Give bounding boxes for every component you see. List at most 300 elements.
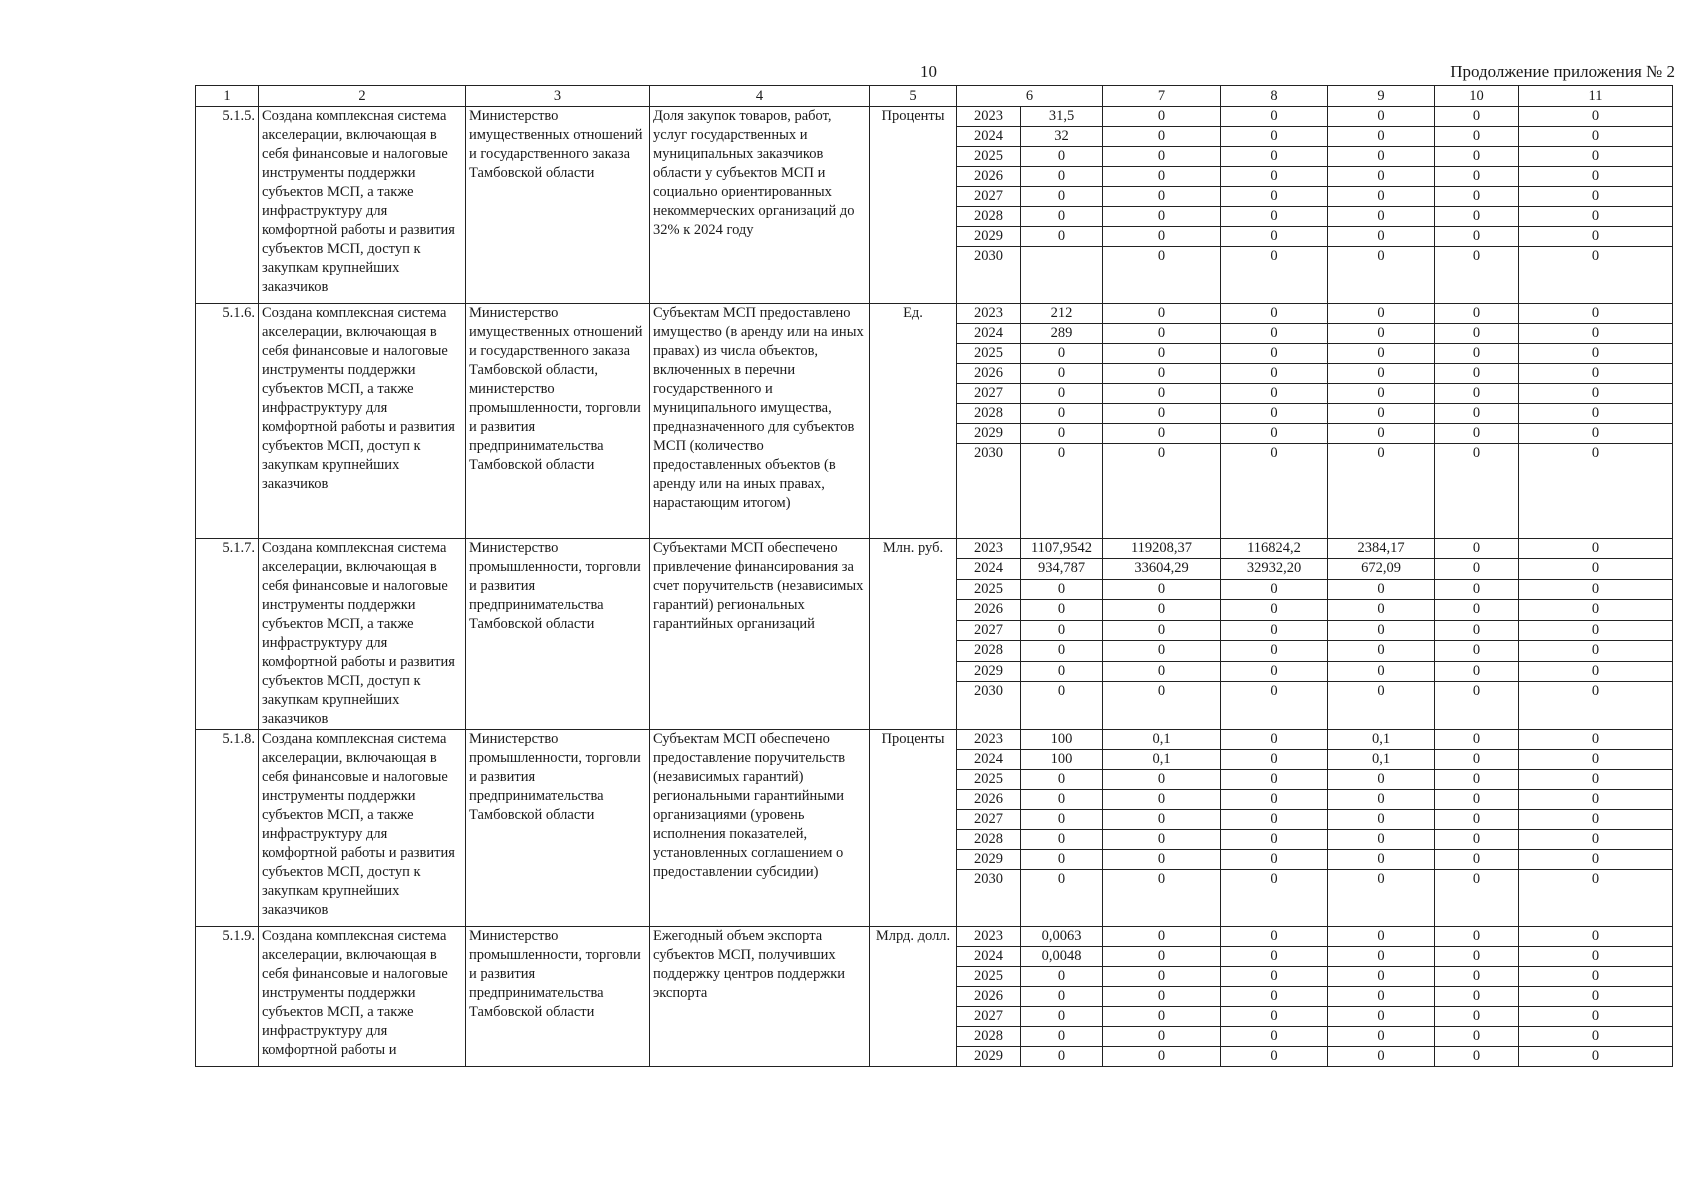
- value-cell-c6: 0,0048: [1021, 947, 1103, 967]
- value-cell-c8: 0: [1221, 324, 1328, 344]
- value-cell-c7: 0: [1103, 967, 1221, 987]
- value-cell-c6: 0: [1021, 620, 1103, 640]
- value-cell-c9: 0: [1328, 364, 1435, 384]
- value-cell-c9: 0: [1328, 850, 1435, 870]
- value-cell-c7: 0: [1103, 424, 1221, 444]
- value-cell-c7: 0: [1103, 830, 1221, 850]
- value-cell-c10: 0: [1435, 539, 1519, 559]
- value-cell-c10: 0: [1435, 227, 1519, 247]
- value-cell-c9: 0: [1328, 207, 1435, 227]
- value-cell-c9: 0: [1328, 1027, 1435, 1047]
- value-cell-c7: 0: [1103, 927, 1221, 947]
- value-cell-c8: 0: [1221, 304, 1328, 324]
- value-cell-c10: 0: [1435, 324, 1519, 344]
- value-cell-c7: 0: [1103, 620, 1221, 640]
- value-cell-c10: 0: [1435, 661, 1519, 681]
- value-cell-c11: 0: [1519, 167, 1673, 187]
- value-cell-c9: 0: [1328, 424, 1435, 444]
- value-cell-c8: 0: [1221, 364, 1328, 384]
- year-cell: 2030: [957, 247, 1021, 304]
- value-cell-c8: 0: [1221, 127, 1328, 147]
- table-row: [196, 730, 1673, 750]
- value-cell-c11: 0: [1519, 444, 1673, 539]
- value-cell-c11: 0: [1519, 579, 1673, 599]
- value-cell-c7: 0: [1103, 227, 1221, 247]
- value-cell-c9: 0: [1328, 810, 1435, 830]
- value-cell-c9: 0: [1328, 661, 1435, 681]
- row-number: 5.1.6.: [196, 304, 259, 539]
- value-cell-c6: 0: [1021, 344, 1103, 364]
- value-cell-c6: 0: [1021, 384, 1103, 404]
- value-cell-c7: 0: [1103, 384, 1221, 404]
- value-cell-c10: 0: [1435, 1047, 1519, 1067]
- value-cell-c7: 0: [1103, 1047, 1221, 1067]
- value-cell-c7: 0: [1103, 600, 1221, 620]
- value-cell-c9: 0,1: [1328, 750, 1435, 770]
- value-cell-c9: 0: [1328, 967, 1435, 987]
- indicator-description: Субъектами МСП обеспечено привлечение финансирования за счет поручительств (независимых гарантий) региональных гарантийных организаций: [650, 539, 870, 730]
- value-cell-c10: 0: [1435, 304, 1519, 324]
- value-cell-c8: 0: [1221, 750, 1328, 770]
- value-cell-c10: 0: [1435, 207, 1519, 227]
- unit-of-measure: Проценты: [870, 730, 957, 927]
- value-cell-c9: 0: [1328, 830, 1435, 850]
- executor: Министерство промышленности, торговли и развития предпринимательства Тамбовской области: [466, 539, 650, 730]
- value-cell-c8: 0: [1221, 850, 1328, 870]
- executor: Министерство промышленности, торговли и развития предпринимательства Тамбовской области: [466, 730, 650, 927]
- value-cell-c11: 0: [1519, 187, 1673, 207]
- year-cell: 2023: [957, 304, 1021, 324]
- year-cell: 2025: [957, 344, 1021, 364]
- value-cell-c6: 0: [1021, 681, 1103, 729]
- value-cell-c9: 0: [1328, 344, 1435, 364]
- value-cell-c10: 0: [1435, 947, 1519, 967]
- result-description: Создана комплексная система акселерации, включающая в себя финансовые и налоговые инструменты поддержки субъектов МСП, а также инфраструктуру для комфортной работы и развития субъектов МСП, доступ к закупкам крупнейших заказчиков: [259, 539, 466, 730]
- value-cell-c9: 0: [1328, 444, 1435, 539]
- value-cell-c7: 0: [1103, 207, 1221, 227]
- value-cell-c9: 0,1: [1328, 730, 1435, 750]
- value-cell-c6: 0: [1021, 424, 1103, 444]
- year-cell: 2029: [957, 661, 1021, 681]
- value-cell-c9: 0: [1328, 127, 1435, 147]
- value-cell-c11: 0: [1519, 384, 1673, 404]
- value-cell-c7: 0: [1103, 187, 1221, 207]
- value-cell-c9: 0: [1328, 304, 1435, 324]
- value-cell-c8: 0: [1221, 620, 1328, 640]
- value-cell-c6: 0: [1021, 1047, 1103, 1067]
- result-description: Создана комплексная система акселерации, включающая в себя финансовые и налоговые инструменты поддержки субъектов МСП, а также инфраструктуру для комфортной работы и: [259, 927, 466, 1067]
- value-cell-c6: [1021, 247, 1103, 304]
- year-cell: 2026: [957, 790, 1021, 810]
- value-cell-c10: 0: [1435, 247, 1519, 304]
- year-cell: 2027: [957, 384, 1021, 404]
- value-cell-c9: 0: [1328, 1007, 1435, 1027]
- value-cell-c8: 0: [1221, 227, 1328, 247]
- value-cell-c6: 31,5: [1021, 107, 1103, 127]
- value-cell-c11: 0: [1519, 364, 1673, 384]
- column-header: 3: [466, 86, 650, 107]
- year-cell: 2023: [957, 539, 1021, 559]
- year-cell: 2023: [957, 730, 1021, 750]
- column-header: 9: [1328, 86, 1435, 107]
- year-cell: 2030: [957, 444, 1021, 539]
- value-cell-c10: 0: [1435, 870, 1519, 927]
- year-cell: 2026: [957, 167, 1021, 187]
- value-cell-c10: 0: [1435, 107, 1519, 127]
- value-cell-c8: 0: [1221, 810, 1328, 830]
- table-row: [196, 927, 1673, 947]
- column-header: 10: [1435, 86, 1519, 107]
- value-cell-c8: 0: [1221, 579, 1328, 599]
- value-cell-c6: 0,0063: [1021, 927, 1103, 947]
- value-cell-c9: 0: [1328, 247, 1435, 304]
- value-cell-c11: 0: [1519, 107, 1673, 127]
- value-cell-c11: 0: [1519, 424, 1673, 444]
- value-cell-c8: 0: [1221, 1047, 1328, 1067]
- row-number: 5.1.8.: [196, 730, 259, 927]
- year-cell: 2026: [957, 987, 1021, 1007]
- value-cell-c7: 0: [1103, 147, 1221, 167]
- value-cell-c8: 0: [1221, 107, 1328, 127]
- value-cell-c11: 0: [1519, 987, 1673, 1007]
- value-cell-c7: 0: [1103, 1027, 1221, 1047]
- value-cell-c10: 0: [1435, 1007, 1519, 1027]
- value-cell-c9: 0: [1328, 600, 1435, 620]
- year-cell: 2027: [957, 1007, 1021, 1027]
- value-cell-c8: 0: [1221, 167, 1328, 187]
- value-cell-c10: 0: [1435, 364, 1519, 384]
- value-cell-c9: 0: [1328, 620, 1435, 640]
- value-cell-c6: 0: [1021, 167, 1103, 187]
- value-cell-c6: 0: [1021, 207, 1103, 227]
- value-cell-c9: 0: [1328, 167, 1435, 187]
- value-cell-c11: 0: [1519, 324, 1673, 344]
- value-cell-c7: 0: [1103, 107, 1221, 127]
- value-cell-c6: 0: [1021, 579, 1103, 599]
- value-cell-c10: 0: [1435, 730, 1519, 750]
- year-cell: 2027: [957, 187, 1021, 207]
- table-row: [196, 107, 1673, 127]
- value-cell-c10: 0: [1435, 167, 1519, 187]
- value-cell-c10: 0: [1435, 850, 1519, 870]
- value-cell-c7: 0: [1103, 404, 1221, 424]
- value-cell-c6: 100: [1021, 730, 1103, 750]
- table-body: [196, 107, 1673, 1067]
- year-cell: 2029: [957, 227, 1021, 247]
- value-cell-c7: 0: [1103, 167, 1221, 187]
- value-cell-c11: 0: [1519, 304, 1673, 324]
- value-cell-c7: 0: [1103, 870, 1221, 927]
- year-cell: 2027: [957, 810, 1021, 830]
- result-description: Создана комплексная система акселерации, включающая в себя финансовые и налоговые инструменты поддержки субъектов МСП, а также инфраструктуру для комфортной работы и развития субъектов МСП, доступ к закупкам крупнейших заказчиков: [259, 730, 466, 927]
- value-cell-c11: 0: [1519, 681, 1673, 729]
- value-cell-c6: 212: [1021, 304, 1103, 324]
- value-cell-c10: 0: [1435, 559, 1519, 579]
- value-cell-c7: 0,1: [1103, 730, 1221, 750]
- value-cell-c11: 0: [1519, 947, 1673, 967]
- value-cell-c9: 0: [1328, 770, 1435, 790]
- value-cell-c8: 116824,2: [1221, 539, 1328, 559]
- row-number: 5.1.5.: [196, 107, 259, 304]
- value-cell-c6: 0: [1021, 810, 1103, 830]
- value-cell-c8: 0: [1221, 870, 1328, 927]
- value-cell-c7: 0: [1103, 304, 1221, 324]
- value-cell-c6: 934,787: [1021, 559, 1103, 579]
- value-cell-c11: 0: [1519, 147, 1673, 167]
- row-number: 5.1.7.: [196, 539, 259, 730]
- value-cell-c11: 0: [1519, 750, 1673, 770]
- indicator-description: Ежегодный объем экспорта субъектов МСП, получивших поддержку центров поддержки экспорта: [650, 927, 870, 1067]
- value-cell-c9: 0: [1328, 324, 1435, 344]
- value-cell-c7: 0: [1103, 1007, 1221, 1027]
- value-cell-c7: 0: [1103, 681, 1221, 729]
- table-row: [196, 304, 1673, 324]
- value-cell-c10: 0: [1435, 770, 1519, 790]
- value-cell-c7: 0: [1103, 987, 1221, 1007]
- value-cell-c8: 0: [1221, 444, 1328, 539]
- value-cell-c8: 0: [1221, 641, 1328, 661]
- value-cell-c11: 0: [1519, 559, 1673, 579]
- value-cell-c9: 0: [1328, 579, 1435, 599]
- value-cell-c7: 0: [1103, 127, 1221, 147]
- value-cell-c9: 0: [1328, 927, 1435, 947]
- value-cell-c8: 0: [1221, 187, 1328, 207]
- value-cell-c9: 0: [1328, 384, 1435, 404]
- value-cell-c9: 2384,17: [1328, 539, 1435, 559]
- value-cell-c11: 0: [1519, 770, 1673, 790]
- value-cell-c8: 0: [1221, 600, 1328, 620]
- value-cell-c6: 0: [1021, 770, 1103, 790]
- year-cell: 2023: [957, 927, 1021, 947]
- value-cell-c10: 0: [1435, 750, 1519, 770]
- value-cell-c10: 0: [1435, 187, 1519, 207]
- year-cell: 2028: [957, 207, 1021, 227]
- column-header: 1: [196, 86, 259, 107]
- value-cell-c10: 0: [1435, 641, 1519, 661]
- value-cell-c10: 0: [1435, 444, 1519, 539]
- value-cell-c11: 0: [1519, 600, 1673, 620]
- value-cell-c10: 0: [1435, 830, 1519, 850]
- unit-of-measure: Млрд. долл.: [870, 927, 957, 1067]
- year-cell: 2029: [957, 1047, 1021, 1067]
- value-cell-c6: 0: [1021, 987, 1103, 1007]
- value-cell-c11: 0: [1519, 404, 1673, 424]
- value-cell-c7: 0: [1103, 364, 1221, 384]
- value-cell-c8: 0: [1221, 830, 1328, 850]
- year-cell: 2025: [957, 579, 1021, 599]
- column-header: 6: [957, 86, 1103, 107]
- value-cell-c6: 0: [1021, 444, 1103, 539]
- value-cell-c9: 0: [1328, 947, 1435, 967]
- indicator-description: Субъектам МСП обеспечено предоставление поручительств (независимых гарантий) региональными гарантийными организациями (уровень исполнения показателей, установленных соглашением о предоставлении субсидии): [650, 730, 870, 927]
- value-cell-c11: 0: [1519, 641, 1673, 661]
- value-cell-c8: 0: [1221, 947, 1328, 967]
- value-cell-c11: 0: [1519, 620, 1673, 640]
- value-cell-c10: 0: [1435, 127, 1519, 147]
- value-cell-c7: 0: [1103, 247, 1221, 304]
- value-cell-c6: 0: [1021, 830, 1103, 850]
- value-cell-c6: 100: [1021, 750, 1103, 770]
- year-cell: 2028: [957, 1027, 1021, 1047]
- unit-of-measure: Проценты: [870, 107, 957, 304]
- value-cell-c11: 0: [1519, 790, 1673, 810]
- value-cell-c6: 0: [1021, 850, 1103, 870]
- column-header: 4: [650, 86, 870, 107]
- value-cell-c8: 0: [1221, 384, 1328, 404]
- value-cell-c6: 0: [1021, 227, 1103, 247]
- column-header: 5: [870, 86, 957, 107]
- year-cell: 2028: [957, 641, 1021, 661]
- value-cell-c10: 0: [1435, 810, 1519, 830]
- value-cell-c7: 0: [1103, 850, 1221, 870]
- year-cell: 2028: [957, 404, 1021, 424]
- value-cell-c9: 0: [1328, 187, 1435, 207]
- unit-of-measure: Ед.: [870, 304, 957, 539]
- value-cell-c10: 0: [1435, 681, 1519, 729]
- value-cell-c7: 0: [1103, 344, 1221, 364]
- year-cell: 2030: [957, 870, 1021, 927]
- year-cell: 2023: [957, 107, 1021, 127]
- executor: Министерство имущественных отношений и государственного заказа Тамбовской области: [466, 107, 650, 304]
- value-cell-c7: 0: [1103, 444, 1221, 539]
- value-cell-c10: 0: [1435, 620, 1519, 640]
- value-cell-c6: 32: [1021, 127, 1103, 147]
- value-cell-c7: 33604,29: [1103, 559, 1221, 579]
- value-cell-c7: 0: [1103, 661, 1221, 681]
- column-header: 7: [1103, 86, 1221, 107]
- column-number-row: [196, 86, 1673, 107]
- value-cell-c10: 0: [1435, 967, 1519, 987]
- value-cell-c6: 0: [1021, 1007, 1103, 1027]
- value-cell-c6: 1107,9542: [1021, 539, 1103, 559]
- value-cell-c7: 0: [1103, 641, 1221, 661]
- indicators-table: [195, 85, 1673, 1067]
- year-cell: 2024: [957, 127, 1021, 147]
- value-cell-c10: 0: [1435, 424, 1519, 444]
- year-cell: 2024: [957, 947, 1021, 967]
- value-cell-c11: 0: [1519, 207, 1673, 227]
- value-cell-c10: 0: [1435, 404, 1519, 424]
- value-cell-c9: 0: [1328, 641, 1435, 661]
- executor: Министерство имущественных отношений и государственного заказа Тамбовской области, министерство промышленности, торговли и развития предпринимательства Тамбовской области: [466, 304, 650, 539]
- value-cell-c11: 0: [1519, 127, 1673, 147]
- value-cell-c7: 0: [1103, 579, 1221, 599]
- value-cell-c11: 0: [1519, 247, 1673, 304]
- year-cell: 2024: [957, 324, 1021, 344]
- value-cell-c8: 0: [1221, 790, 1328, 810]
- value-cell-c11: 0: [1519, 1007, 1673, 1027]
- value-cell-c10: 0: [1435, 147, 1519, 167]
- value-cell-c8: 0: [1221, 404, 1328, 424]
- value-cell-c11: 0: [1519, 344, 1673, 364]
- column-header: 11: [1519, 86, 1673, 107]
- value-cell-c10: 0: [1435, 600, 1519, 620]
- indicator-description: Доля закупок товаров, работ, услуг государственных и муниципальных заказчиков области у субъектов МСП и социально ориентированных некоммерческих организаций до 32% к 2024 году: [650, 107, 870, 304]
- value-cell-c7: 0: [1103, 770, 1221, 790]
- value-cell-c8: 0: [1221, 424, 1328, 444]
- value-cell-c11: 0: [1519, 227, 1673, 247]
- year-cell: 2027: [957, 620, 1021, 640]
- value-cell-c9: 0: [1328, 227, 1435, 247]
- value-cell-c6: 0: [1021, 187, 1103, 207]
- value-cell-c7: 119208,37: [1103, 539, 1221, 559]
- value-cell-c6: 0: [1021, 661, 1103, 681]
- continuation-label: Продолжение приложения № 2: [1450, 62, 1675, 81]
- value-cell-c10: 0: [1435, 790, 1519, 810]
- value-cell-c8: 0: [1221, 770, 1328, 790]
- year-cell: 2025: [957, 147, 1021, 167]
- year-cell: 2025: [957, 770, 1021, 790]
- year-cell: 2029: [957, 850, 1021, 870]
- value-cell-c9: 0: [1328, 404, 1435, 424]
- value-cell-c6: 0: [1021, 641, 1103, 661]
- value-cell-c6: 289: [1021, 324, 1103, 344]
- value-cell-c8: 0: [1221, 1027, 1328, 1047]
- value-cell-c9: 0: [1328, 107, 1435, 127]
- value-cell-c6: 0: [1021, 364, 1103, 384]
- value-cell-c9: 672,09: [1328, 559, 1435, 579]
- value-cell-c8: 0: [1221, 927, 1328, 947]
- value-cell-c8: 0: [1221, 207, 1328, 227]
- column-header: 8: [1221, 86, 1328, 107]
- value-cell-c11: 0: [1519, 967, 1673, 987]
- value-cell-c6: 0: [1021, 967, 1103, 987]
- result-description: Создана комплексная система акселерации, включающая в себя финансовые и налоговые инструменты поддержки субъектов МСП, а также инфраструктуру для комфортной работы и развития субъектов МСП, доступ к закупкам крупнейших заказчиков: [259, 304, 466, 539]
- value-cell-c11: 0: [1519, 870, 1673, 927]
- value-cell-c9: 0: [1328, 790, 1435, 810]
- value-cell-c8: 0: [1221, 247, 1328, 304]
- year-cell: 2026: [957, 364, 1021, 384]
- value-cell-c6: 0: [1021, 790, 1103, 810]
- value-cell-c9: 0: [1328, 870, 1435, 927]
- value-cell-c11: 0: [1519, 730, 1673, 750]
- value-cell-c6: 0: [1021, 870, 1103, 927]
- value-cell-c11: 0: [1519, 539, 1673, 559]
- value-cell-c8: 0: [1221, 967, 1328, 987]
- value-cell-c8: 0: [1221, 344, 1328, 364]
- value-cell-c8: 0: [1221, 987, 1328, 1007]
- year-cell: 2026: [957, 600, 1021, 620]
- value-cell-c7: 0: [1103, 790, 1221, 810]
- value-cell-c11: 0: [1519, 661, 1673, 681]
- value-cell-c9: 0: [1328, 147, 1435, 167]
- value-cell-c11: 0: [1519, 810, 1673, 830]
- value-cell-c10: 0: [1435, 344, 1519, 364]
- value-cell-c10: 0: [1435, 1027, 1519, 1047]
- value-cell-c10: 0: [1435, 579, 1519, 599]
- table-row: [196, 539, 1673, 559]
- value-cell-c10: 0: [1435, 384, 1519, 404]
- value-cell-c8: 0: [1221, 147, 1328, 167]
- year-cell: 2025: [957, 967, 1021, 987]
- year-cell: 2024: [957, 559, 1021, 579]
- value-cell-c6: 0: [1021, 600, 1103, 620]
- value-cell-c11: 0: [1519, 1047, 1673, 1067]
- page-number: 10: [920, 62, 937, 81]
- value-cell-c9: 0: [1328, 1047, 1435, 1067]
- value-cell-c6: 0: [1021, 404, 1103, 424]
- row-number: 5.1.9.: [196, 927, 259, 1067]
- value-cell-c6: 0: [1021, 147, 1103, 167]
- value-cell-c8: 0: [1221, 661, 1328, 681]
- year-cell: 2024: [957, 750, 1021, 770]
- value-cell-c8: 0: [1221, 681, 1328, 729]
- value-cell-c10: 0: [1435, 927, 1519, 947]
- executor: Министерство промышленности, торговли и развития предпринимательства Тамбовской области: [466, 927, 650, 1067]
- value-cell-c7: 0: [1103, 947, 1221, 967]
- value-cell-c9: 0: [1328, 987, 1435, 1007]
- value-cell-c11: 0: [1519, 830, 1673, 850]
